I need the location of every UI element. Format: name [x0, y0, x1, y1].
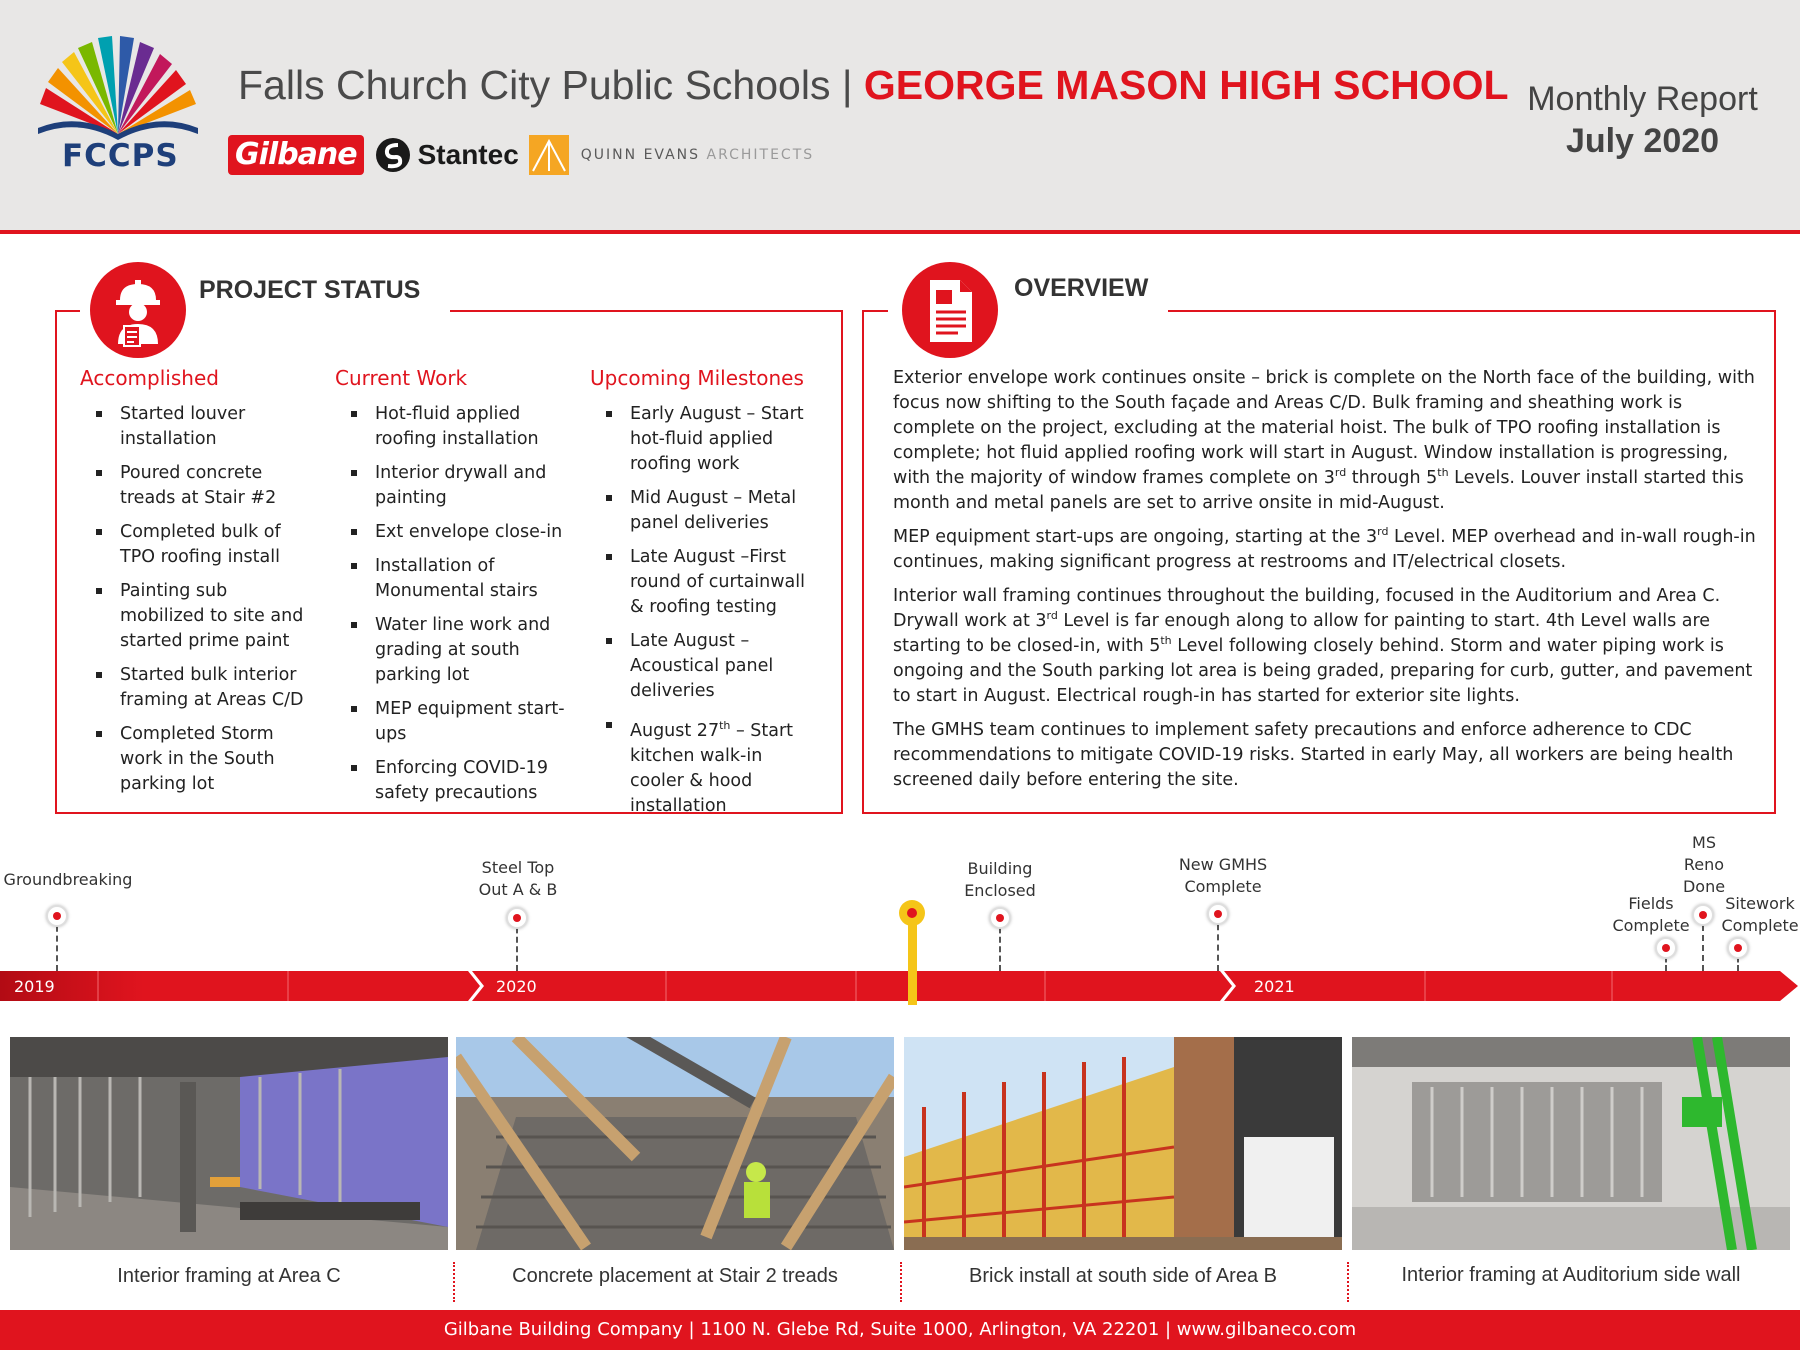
milestone-label-line: Enclosed	[964, 881, 1036, 900]
milestone-label-line: Done	[1682, 877, 1726, 896]
superscript: rd	[1334, 466, 1347, 480]
quinn-evans-mark-icon	[529, 135, 569, 175]
milestone-label	[964, 858, 1036, 902]
milestone-marker-icon	[1655, 937, 1677, 959]
timeline-year: 2021	[1254, 977, 1295, 996]
photo-caption: Brick install at south side of Area B	[969, 1265, 1277, 1287]
accomplished-list	[80, 402, 310, 797]
text-run: Interior wall framing continues throughout the building, focused in the Auditorium and Area C. Drywall work at 3	[893, 586, 1721, 631]
upcoming-heading: Upcoming Milestones	[590, 366, 804, 390]
milestone-label-line: Complete	[1184, 877, 1262, 896]
stantec-mark-icon	[374, 136, 412, 174]
gilbane-logo: Gilbane	[228, 135, 364, 175]
list-item: Ext envelope close-in	[335, 520, 565, 545]
milestone-marker-icon	[46, 905, 68, 927]
text-run: MEP equipment start-ups are ongoing, starting at the 3	[893, 527, 1378, 547]
report-label: Monthly Report	[1527, 80, 1758, 118]
list-item: Mid August – Metal panel deliveries	[590, 486, 820, 536]
list-item: Completed Storm work in the South parking lot	[80, 722, 310, 797]
overview-text	[893, 366, 1763, 802]
milestone-label	[1721, 893, 1798, 937]
worker-badge-icon	[90, 262, 186, 358]
overview-title: OVERVIEW	[1014, 274, 1149, 302]
text-run: Exterior envelope work continues onsite – brick is complete on the North face of the building, with focus now shifting to the South façade and Areas C/D. Bulk framing and sheathing work is complete on the project, excluding at the material hoist. The bulk of TPO roofing installation is complete; hot fluid applied roofing work will start in August. Window installation is progressing, with the majority of window frames complete on 3	[893, 368, 1755, 488]
document-badge-icon	[902, 262, 998, 358]
text-run: Level is far enough along to allow for painting to start. 4th Level walls are starting to be closed-in, with 5	[893, 611, 1711, 656]
fccps-logo-text: FCCPS	[62, 138, 179, 174]
photo-caption: Interior framing at Auditorium side wall	[1401, 1264, 1741, 1286]
list-item: Poured concrete treads at Stair #2	[80, 461, 310, 511]
caption-separator	[1347, 1262, 1349, 1302]
list-item: Painting sub mobilized to site and started prime paint	[80, 579, 310, 654]
superscript: th	[1437, 466, 1449, 480]
milestone-marker-icon	[1207, 903, 1229, 925]
list-item: Interior drywall and painting	[335, 461, 565, 511]
superscript: rd	[1377, 525, 1389, 539]
text-run: Level following closely behind. Storm and water piping work is ongoing and the South parking lot area is being graded, preparing for curb, gutter, and pavement to start in August. Electrical rough-in has started for exterior site lights.	[893, 636, 1753, 706]
current-work-column	[335, 366, 565, 815]
accomplished-heading: Accomplished	[80, 366, 219, 390]
text-run: Level. MEP overhead and in-wall rough-in continues, making significant progress at restrooms and IT/electrical closets.	[893, 527, 1756, 572]
superscript: rd	[1046, 609, 1058, 623]
list-item: Late August –First round of curtainwall & roofing testing	[590, 545, 820, 620]
photo-concrete-stair-icon	[456, 1037, 894, 1250]
current-work-heading: Current Work	[335, 366, 468, 390]
photo-caption: Concrete placement at Stair 2 treads	[512, 1265, 838, 1287]
milestone-label	[1179, 854, 1267, 898]
milestone-label-line: Sitework	[1725, 894, 1795, 913]
overview-paragraph	[893, 525, 1763, 575]
title-school: GEORGE MASON HIGH SCHOOL	[863, 62, 1509, 108]
milestone-marker-icon	[1692, 904, 1714, 926]
timeline-bar	[0, 971, 1800, 1001]
list-item: Late August – Acoustical panel deliveries	[590, 629, 820, 704]
caption-separator	[900, 1262, 902, 1302]
caption-separator	[453, 1262, 455, 1302]
milestone-label-line: Complete	[1721, 916, 1799, 935]
page-title	[238, 62, 1509, 109]
overview-paragraph	[893, 584, 1763, 709]
list-item: Water line work and grading at south parking lot	[335, 613, 565, 688]
list-item	[590, 713, 820, 819]
milestone-label-line: Steel Top	[481, 858, 555, 877]
upcoming-milestones-column	[590, 366, 820, 828]
list-item-sup: th	[719, 719, 731, 732]
milestone-label-line: Out A & B	[478, 880, 558, 899]
list-item: Started bulk interior framing at Areas C/D	[80, 663, 310, 713]
milestone-label-line: MS	[1692, 833, 1716, 852]
photo-brick-install-icon	[904, 1037, 1342, 1250]
report-info	[1500, 78, 1785, 162]
timeline-year: 2019	[14, 977, 55, 996]
milestone-label-line: New GMHS	[1178, 855, 1268, 874]
photo-concrete-stair	[456, 1037, 894, 1250]
report-date: July 2020	[1565, 122, 1720, 160]
milestone-label-line: Building	[967, 859, 1033, 878]
list-item-suffix: – Start kitchen walk-in cooler & hood installation	[630, 720, 794, 816]
milestone-marker-icon	[506, 907, 528, 929]
list-item: Hot-fluid applied roofing installation	[335, 402, 565, 452]
accomplished-column	[80, 366, 310, 806]
milestone-label	[1683, 832, 1725, 898]
upcoming-list	[590, 402, 820, 819]
stantec-logo: Stantec	[417, 139, 519, 170]
footer: Gilbane Building Company | 1100 N. Glebe Rd, Suite 1000, Arlington, VA 22201 | www.gilbaneco.com	[0, 1310, 1800, 1350]
milestone-label	[1612, 893, 1689, 937]
project-timeline	[0, 830, 1800, 1020]
list-item: Completed bulk of TPO roofing install	[80, 520, 310, 570]
photo-caption: Interior framing at Area C	[117, 1265, 341, 1287]
current-work-list	[335, 402, 565, 806]
project-status-title: PROJECT STATUS	[199, 276, 421, 304]
milestone-label-line: Complete	[1612, 916, 1690, 935]
photo-interior-framing	[10, 1037, 448, 1250]
list-item: Enforcing COVID-19 safety precautions	[335, 756, 565, 806]
overview-paragraph: The GMHS team continues to implement safety precautions and enforce adherence to CDC recommendations to mitigate COVID-19 risks. Started in early May, all workers are being health screened daily before entering the site.	[893, 720, 1734, 790]
text-run: through 5	[1346, 468, 1438, 488]
list-item: Installation of Monumental stairs	[335, 554, 565, 604]
milestone-label-line: Reno	[1683, 855, 1725, 874]
quinn-evans-architects: ARCHITECTS	[700, 147, 815, 163]
title-district: Falls Church City Public Schools |	[238, 62, 864, 108]
partner-logos	[228, 134, 814, 176]
milestone-label-line: Fields	[1628, 894, 1674, 913]
quinn-evans-name: QUINN EVANS	[580, 147, 701, 163]
list-item-prefix: August 27	[630, 720, 720, 741]
milestone-label	[479, 857, 558, 901]
photo-brick-install	[904, 1037, 1342, 1250]
milestone-marker-icon	[989, 907, 1011, 929]
photo-auditorium-wall-icon	[1352, 1037, 1790, 1250]
text-run: Levels. Louver install started this month and metal panels are set to arrive onsite in mid-August.	[893, 468, 1744, 513]
overview-paragraph	[893, 366, 1763, 516]
quinn-evans-logo	[581, 147, 814, 163]
list-item: Early August – Start hot-fluid applied roofing work	[590, 402, 820, 477]
current-date-indicator	[908, 913, 917, 1005]
photo-interior-framing-icon	[10, 1037, 448, 1250]
list-item: Started louver installation	[80, 402, 310, 452]
list-item: MEP equipment start-ups	[335, 697, 565, 747]
header	[0, 0, 1800, 230]
header-divider	[0, 230, 1800, 234]
current-date-marker-icon	[899, 900, 925, 926]
photo-auditorium-wall	[1352, 1037, 1790, 1250]
milestone-marker-icon	[1727, 937, 1749, 959]
superscript: th	[1160, 634, 1172, 648]
timeline-year: 2020	[496, 977, 537, 996]
milestone-label: Groundbreaking	[3, 870, 133, 889]
